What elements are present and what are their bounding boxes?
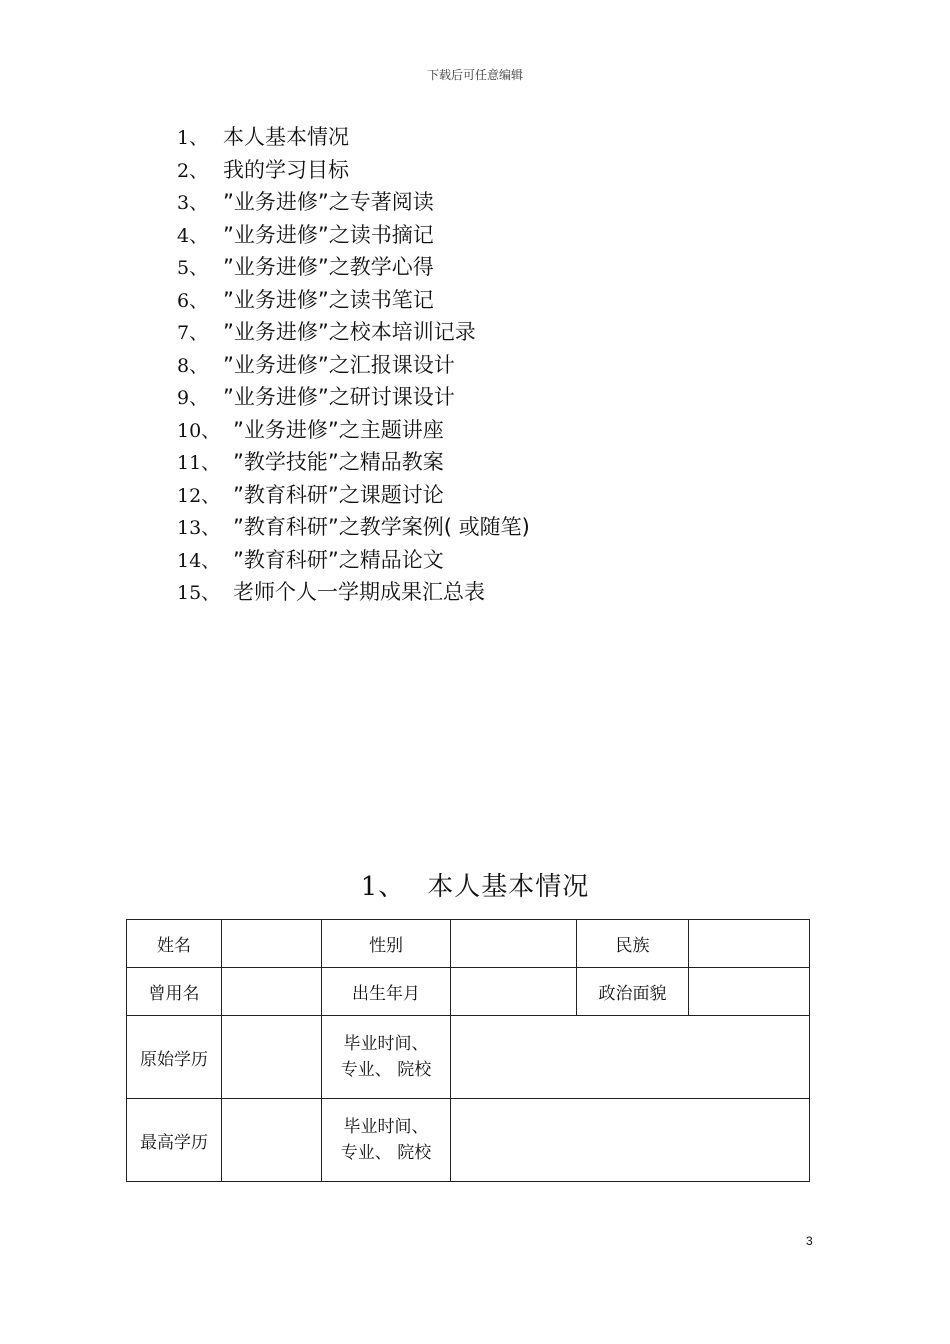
former-name-cell[interactable] xyxy=(222,968,322,1016)
section-title-text: 本人基本情况 xyxy=(427,872,590,902)
toc-item-text: ”教育科研”之教学案例( 或随笔) xyxy=(233,515,530,539)
basic-info-table xyxy=(126,919,810,1182)
gender-label: 性别 xyxy=(322,920,451,968)
toc-item-text: ”业务进修”之读书笔记 xyxy=(223,287,434,312)
toc-item-number: 13、 xyxy=(177,517,221,539)
table-of-contents xyxy=(177,121,530,609)
toc-item-number: 1、 xyxy=(177,127,209,149)
name-cell[interactable] xyxy=(222,920,322,968)
former-name-label: 曾用名 xyxy=(127,968,222,1016)
toc-item xyxy=(177,121,530,154)
page-number: 3 xyxy=(806,1234,813,1248)
toc-item xyxy=(177,316,530,349)
table-row xyxy=(127,1016,810,1099)
table-row xyxy=(127,1099,810,1182)
graduation-info-label xyxy=(322,1016,451,1099)
graduation-info-line: 专业、 院校 xyxy=(340,1060,432,1080)
toc-item-text: ”业务进修”之校本培训记录 xyxy=(223,320,476,344)
toc-item-number: 11、 xyxy=(177,452,221,474)
toc-item-text: 本人基本情况 xyxy=(223,125,349,149)
header-note: 下载后可任意编辑 xyxy=(426,68,523,82)
toc-item xyxy=(177,576,530,609)
toc-item-text: ”业务进修”之主题讲座 xyxy=(233,417,444,442)
toc-item-text: 我的学习目标 xyxy=(223,157,349,182)
original-graduation-cell[interactable] xyxy=(451,1016,810,1099)
highest-graduation-cell[interactable] xyxy=(451,1099,810,1182)
graduation-info-line: 毕业时间、 xyxy=(343,1034,429,1054)
toc-item-number: 10、 xyxy=(177,419,221,442)
birth-label: 出生年月 xyxy=(322,968,451,1016)
table-row xyxy=(127,968,810,1016)
toc-item-number: 3、 xyxy=(177,192,209,214)
toc-item-number: 15、 xyxy=(177,582,221,604)
toc-item-text: ”教学技能”之精品教案 xyxy=(233,450,444,474)
toc-item-number: 14、 xyxy=(177,549,221,572)
toc-item xyxy=(177,479,530,512)
name-label: 姓名 xyxy=(127,920,222,968)
toc-item xyxy=(177,381,530,414)
toc-item-text: ”教育科研”之课题讨论 xyxy=(233,482,444,507)
ethnicity-label: 民族 xyxy=(577,920,689,968)
ethnicity-cell[interactable] xyxy=(689,920,810,968)
birth-cell[interactable] xyxy=(451,968,577,1016)
toc-item xyxy=(177,284,530,317)
toc-item-number: 2、 xyxy=(177,159,209,182)
section-title xyxy=(0,866,950,903)
toc-item-number: 9、 xyxy=(177,387,209,409)
toc-item xyxy=(177,186,530,219)
toc-item xyxy=(177,251,530,284)
section-number: 1、 xyxy=(360,872,406,902)
toc-item-text: ”业务进修”之研讨课设计 xyxy=(223,385,455,409)
original-education-cell[interactable] xyxy=(222,1016,322,1099)
graduation-info-line: 毕业时间、 xyxy=(343,1117,429,1137)
original-education-label: 原始学历 xyxy=(127,1016,222,1099)
political-status-cell[interactable] xyxy=(689,968,810,1016)
graduation-info-line: 专业、 院校 xyxy=(340,1143,432,1163)
toc-item-text: ”业务进修”之读书摘记 xyxy=(223,222,434,247)
toc-item-number: 4、 xyxy=(177,224,209,247)
toc-item-text: ”业务进修”之教学心得 xyxy=(223,255,434,279)
toc-item-number: 12、 xyxy=(177,484,221,507)
toc-item-number: 6、 xyxy=(177,289,209,312)
highest-education-cell[interactable] xyxy=(222,1099,322,1182)
toc-item-text: ”业务进修”之汇报课设计 xyxy=(223,352,455,377)
toc-item xyxy=(177,349,530,382)
toc-item-text: 老师个人一学期成果汇总表 xyxy=(233,580,485,604)
toc-item-text: ”业务进修”之专著阅读 xyxy=(223,190,434,214)
toc-item xyxy=(177,154,530,187)
highest-education-label: 最高学历 xyxy=(127,1099,222,1182)
toc-item-number: 8、 xyxy=(177,354,209,377)
toc-item xyxy=(177,219,530,252)
graduation-info-label xyxy=(322,1099,451,1182)
table-row xyxy=(127,920,810,968)
toc-item xyxy=(177,511,530,544)
toc-item-number: 5、 xyxy=(177,257,209,279)
toc-item xyxy=(177,414,530,447)
gender-cell[interactable] xyxy=(451,920,577,968)
toc-item-text: ”教育科研”之精品论文 xyxy=(233,547,444,572)
political-status-label: 政治面貌 xyxy=(577,968,689,1016)
toc-item xyxy=(177,446,530,479)
toc-item xyxy=(177,544,530,577)
toc-item-number: 7、 xyxy=(177,322,209,344)
